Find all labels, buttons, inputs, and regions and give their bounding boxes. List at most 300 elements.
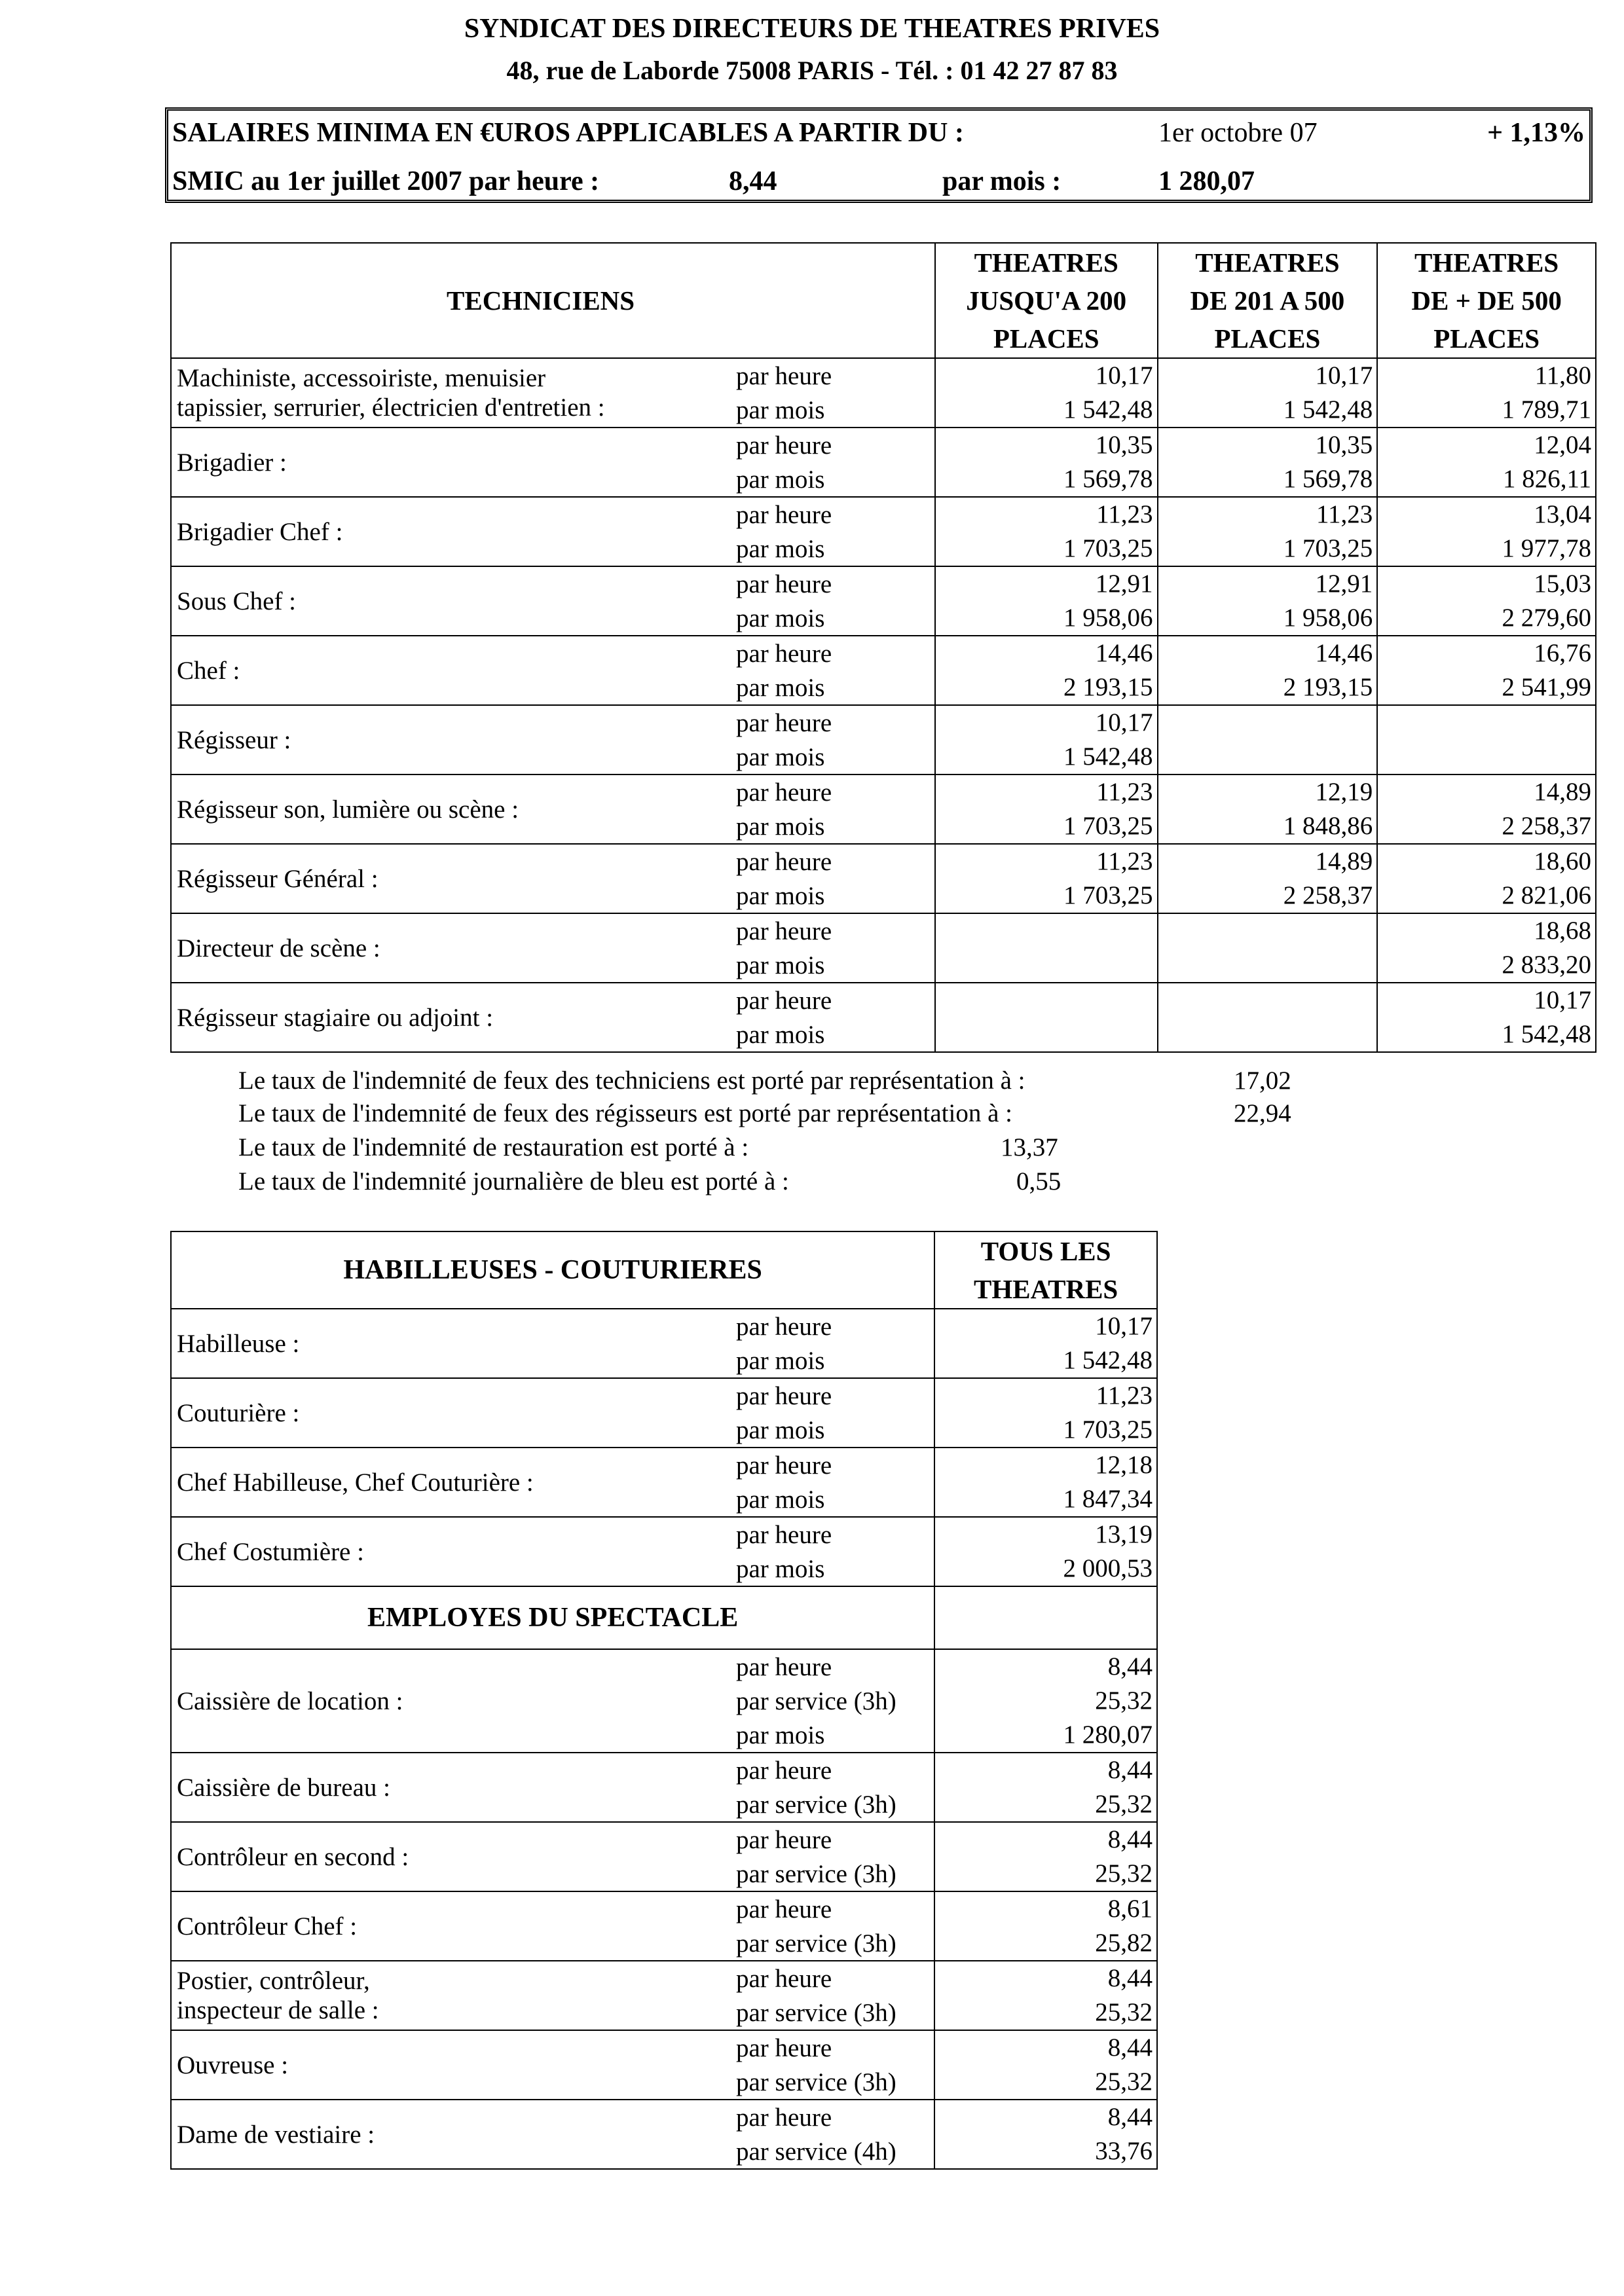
techniciens-row <box>171 358 1596 428</box>
salary-value: 8,61 <box>1107 1895 1153 1923</box>
pay-units <box>736 1823 896 1891</box>
salary-value: 2 258,37 <box>1502 812 1591 840</box>
habilleuses-row <box>171 1517 1157 1586</box>
salary-value: 18,68 <box>1534 917 1591 945</box>
salary-increase-percent: + 1,13% <box>1487 118 1585 148</box>
role-name-line: Habilleuse : <box>177 1329 300 1358</box>
salary-value: 18,60 <box>1534 847 1591 875</box>
role-name-line: Caissière de bureau : <box>177 1773 390 1802</box>
pay-unit-label: par mois <box>736 1415 825 1444</box>
pay-unit-label: par heure <box>736 917 832 945</box>
role-name-line: Caissière de location : <box>177 1686 403 1715</box>
pay-unit-label: par mois <box>736 881 825 910</box>
pay-units <box>736 567 832 635</box>
role-name <box>177 914 380 982</box>
value-tous-les-theatres <box>934 2100 1157 2169</box>
pay-unit-label: par service (3h) <box>736 1686 896 1715</box>
pay-unit-label: par heure <box>736 639 832 668</box>
salary-value: 2 193,15 <box>1283 673 1373 701</box>
role-name-line: Régisseur son, lumière ou scène : <box>177 795 519 824</box>
value-jusqua-200 <box>935 497 1158 566</box>
salary-value: 1 789,71 <box>1502 395 1591 424</box>
role-name-line: Dame de vestiaire : <box>177 2120 375 2149</box>
role-cell <box>171 844 935 913</box>
role-name-line: Chef : <box>177 656 240 685</box>
techniciens-row <box>171 774 1596 844</box>
col-header-line: PLACES <box>993 323 1099 354</box>
role-name-line: Chef Habilleuse, Chef Couturière : <box>177 1468 534 1497</box>
role-name-line: Brigadier : <box>177 448 287 477</box>
techniciens-title: TECHNICIENS <box>171 243 935 358</box>
role-name <box>177 636 240 704</box>
techniciens-row <box>171 566 1596 636</box>
note-bleu-value: 0,55 <box>1016 1167 1061 1195</box>
pay-unit-label: par heure <box>736 1451 832 1480</box>
role-cell <box>171 636 935 705</box>
employes-header-empty-cell <box>934 1586 1157 1649</box>
pay-units <box>736 1379 832 1447</box>
value-plus-500 <box>1377 636 1596 705</box>
habilleuses-employes-table <box>170 1231 1158 2170</box>
employes-row <box>171 2030 1157 2100</box>
pay-unit-label: par service (3h) <box>736 2068 896 2096</box>
col-header-line: TOUS LES <box>980 1236 1111 1266</box>
pay-unit-label: par service (3h) <box>736 1790 896 1819</box>
role-name <box>177 983 493 1051</box>
salary-value: 1 703,25 <box>1063 881 1153 909</box>
role-name-line: inspecteur de salle : <box>177 1996 379 2024</box>
value-201-500 <box>1158 705 1378 774</box>
role-name <box>177 1650 403 1752</box>
value-jusqua-200 <box>935 428 1158 497</box>
pay-units <box>736 1518 832 1586</box>
value-201-500 <box>1158 636 1378 705</box>
col-header-jusqua-200 <box>935 243 1158 358</box>
value-tous-les-theatres <box>934 1753 1157 1822</box>
salary-value <box>936 914 1153 948</box>
pay-units <box>736 498 832 566</box>
techniciens-row <box>171 428 1596 497</box>
value-plus-500 <box>1377 774 1596 844</box>
role-name <box>177 567 296 635</box>
employes-row <box>171 1649 1157 1753</box>
salary-value: 1 977,78 <box>1502 534 1591 562</box>
habilleuses-row <box>171 1448 1157 1517</box>
habilleuses-title: HABILLEUSES - COUTURIERES <box>171 1231 934 1309</box>
role-cell <box>171 1448 934 1517</box>
smic-hourly-value: 8,44 <box>729 166 777 196</box>
pay-unit-label: par heure <box>736 1825 832 1854</box>
techniciens-row <box>171 636 1596 705</box>
salary-value <box>1158 1017 1373 1051</box>
employes-row <box>171 1822 1157 1891</box>
note-restauration: Le taux de l'indemnité de restauration est porté à : <box>238 1133 749 1161</box>
role-name <box>177 498 342 566</box>
role-cell <box>171 705 935 774</box>
salary-value: 13,19 <box>1095 1520 1153 1548</box>
pay-unit-label: par heure <box>736 708 832 737</box>
pay-unit-label: par heure <box>736 1756 832 1785</box>
role-name-line: Brigadier Chef : <box>177 517 343 546</box>
value-plus-500 <box>1377 566 1596 636</box>
pay-unit-label: par mois <box>736 1020 825 1049</box>
pay-unit-label: par heure <box>736 500 832 529</box>
salary-value: 1 826,11 <box>1502 465 1591 493</box>
col-header-line: THEATRES <box>1195 247 1340 278</box>
value-jusqua-200 <box>935 705 1158 774</box>
role-cell <box>171 358 935 428</box>
pay-unit-label: par service (3h) <box>736 1998 896 2027</box>
salary-value: 1 703,25 <box>1063 534 1153 562</box>
note-feux-techniciens: Le taux de l'indemnité de feux des techniciens est porté par représentation à : <box>238 1066 1025 1095</box>
role-cell <box>171 1517 934 1586</box>
col-header-line: THEATRES <box>974 247 1118 278</box>
col-header-line: DE 201 A 500 <box>1190 285 1345 316</box>
note-restauration-value: 13,37 <box>1001 1133 1058 1161</box>
techniciens-header-row <box>171 243 1596 358</box>
role-name-line: Régisseur Général : <box>177 864 378 893</box>
salary-value: 2 258,37 <box>1283 881 1373 909</box>
value-201-500 <box>1158 983 1378 1052</box>
role-name <box>177 428 287 496</box>
pay-unit-label: par mois <box>736 1554 825 1583</box>
value-plus-500 <box>1377 497 1596 566</box>
salary-effective-label: SALAIRES MINIMA EN €UROS APPLICABLES A PARTIR DU : <box>172 118 964 148</box>
value-jusqua-200 <box>935 844 1158 913</box>
smic-monthly-value: 1 280,07 <box>1158 166 1255 196</box>
role-cell <box>171 983 935 1052</box>
value-tous-les-theatres <box>934 1649 1157 1753</box>
salary-value: 11,23 <box>1316 500 1373 528</box>
value-plus-500 <box>1377 983 1596 1052</box>
value-201-500 <box>1158 428 1378 497</box>
salary-value: 1 703,25 <box>1063 812 1153 840</box>
value-201-500 <box>1158 844 1378 913</box>
salary-value: 8,44 <box>1107 1756 1153 1784</box>
col-header-plus-500 <box>1377 243 1596 358</box>
salary-value: 13,04 <box>1534 500 1591 528</box>
value-jusqua-200 <box>935 774 1158 844</box>
employes-row <box>171 1961 1157 2030</box>
salary-value: 25,32 <box>1095 1998 1153 2026</box>
salary-value <box>1378 740 1591 774</box>
salary-value: 33,76 <box>1095 2137 1153 2165</box>
techniciens-table <box>170 242 1596 1053</box>
value-jusqua-200 <box>935 983 1158 1052</box>
techniciens-row <box>171 497 1596 566</box>
pay-unit-label: par heure <box>736 361 832 390</box>
salary-value: 2 193,15 <box>1063 673 1153 701</box>
role-cell <box>171 1961 934 2030</box>
pay-unit-label: par mois <box>736 742 825 771</box>
col-header-line: THEATRES <box>1414 247 1559 278</box>
pay-unit-label: par mois <box>736 951 825 979</box>
value-jusqua-200 <box>935 913 1158 983</box>
role-name-line: Postier, contrôleur, <box>177 1967 370 1995</box>
pay-unit-label: par heure <box>736 1964 832 1993</box>
salary-value: 10,17 <box>1095 708 1153 737</box>
salary-value: 1 280,07 <box>1063 1721 1153 1749</box>
salary-value <box>1158 948 1373 982</box>
value-tous-les-theatres <box>934 1822 1157 1891</box>
pay-units <box>736 1753 896 1821</box>
salary-value <box>1378 706 1591 740</box>
pay-units <box>736 983 832 1051</box>
pay-unit-label: par heure <box>736 1520 832 1549</box>
col-header-line: PLACES <box>1214 323 1321 354</box>
pay-unit-label: par mois <box>736 673 825 702</box>
role-name <box>177 845 378 913</box>
pay-unit-label: par mois <box>736 1346 825 1375</box>
salary-value: 8,44 <box>1107 2033 1153 2062</box>
techniciens-row <box>171 844 1596 913</box>
salary-value: 12,91 <box>1315 570 1373 598</box>
pay-unit-label: par mois <box>736 395 825 424</box>
pay-unit-label: par heure <box>736 778 832 807</box>
salary-value: 14,46 <box>1095 639 1153 667</box>
salary-value: 25,32 <box>1095 1790 1153 1818</box>
pay-units <box>736 1448 832 1516</box>
pay-unit-label: par heure <box>736 986 832 1015</box>
salary-value <box>1158 914 1373 948</box>
salary-value: 1 848,86 <box>1283 812 1373 840</box>
salary-value <box>936 948 1153 982</box>
pay-units <box>736 775 832 843</box>
pay-unit-label: par heure <box>736 1895 832 1923</box>
role-name <box>177 1309 299 1377</box>
role-name-line: Sous Chef : <box>177 587 297 615</box>
value-jusqua-200 <box>935 358 1158 428</box>
pay-unit-label: par mois <box>736 604 825 632</box>
salary-value <box>936 983 1153 1017</box>
salary-value: 10,17 <box>1534 986 1591 1014</box>
role-cell <box>171 1309 934 1378</box>
value-plus-500 <box>1377 705 1596 774</box>
habilleuses-row <box>171 1309 1157 1378</box>
salary-value: 1 542,48 <box>1063 395 1153 424</box>
pay-unit-label: par mois <box>736 812 825 841</box>
salary-value: 25,32 <box>1095 1859 1153 1887</box>
pay-units <box>736 2100 896 2168</box>
value-plus-500 <box>1377 358 1596 428</box>
value-201-500 <box>1158 497 1378 566</box>
value-201-500 <box>1158 358 1378 428</box>
col-header-line: JUSQU'A 200 <box>966 285 1127 316</box>
pay-unit-label: par mois <box>736 465 825 494</box>
note-bleu: Le taux de l'indemnité journalière de bleu est porté à : <box>238 1167 789 1195</box>
role-cell <box>171 1753 934 1822</box>
pay-unit-label: par service (4h) <box>736 2137 896 2166</box>
value-plus-500 <box>1377 428 1596 497</box>
organization-address: 48, rue de Laborde 75008 PARIS - Tél. : 01 42 27 87 83 <box>506 56 1118 85</box>
pay-units <box>736 914 832 982</box>
salary-value: 11,23 <box>1096 1381 1153 1410</box>
role-cell <box>171 2030 934 2100</box>
role-cell <box>171 428 935 497</box>
role-cell <box>171 1891 934 1961</box>
role-name-line: Directeur de scène : <box>177 934 380 962</box>
note-feux-regisseurs-value: 22,94 <box>1234 1099 1291 1127</box>
pay-unit-label: par heure <box>736 1312 832 1341</box>
role-cell <box>171 566 935 636</box>
salary-value: 15,03 <box>1534 570 1591 598</box>
salary-value: 8,44 <box>1107 1825 1153 1853</box>
salary-value <box>1158 706 1373 740</box>
pay-units <box>736 2031 896 2099</box>
role-name-line: Machiniste, accessoiriste, menuisier <box>177 364 546 392</box>
salary-value: 11,80 <box>1534 361 1591 390</box>
note-feux-regisseurs: Le taux de l'indemnité de feux des régisseurs est porté par représentation à : <box>238 1099 1013 1127</box>
pay-unit-label: par heure <box>736 431 832 460</box>
salary-value: 11,23 <box>1096 778 1153 806</box>
salary-value <box>1158 740 1373 774</box>
salary-value: 1 569,78 <box>1283 465 1373 493</box>
role-name-line: Contrôleur Chef : <box>177 1912 358 1941</box>
value-tous-les-theatres <box>934 1378 1157 1448</box>
pay-unit-label: par heure <box>736 2103 832 2132</box>
salary-value: 10,17 <box>1315 361 1373 390</box>
techniciens-row <box>171 913 1596 983</box>
salary-value: 12,18 <box>1095 1451 1153 1479</box>
salary-value: 2 821,06 <box>1502 881 1591 909</box>
organization-name: SYNDICAT DES DIRECTEURS DE THEATRES PRIVES <box>464 14 1160 44</box>
salary-value: 12,91 <box>1095 570 1153 598</box>
salary-value: 25,32 <box>1095 1686 1153 1715</box>
role-cell <box>171 1649 934 1753</box>
salary-value: 1 847,34 <box>1063 1485 1153 1513</box>
pay-units <box>736 1650 896 1752</box>
salary-value: 1 542,48 <box>1063 1346 1153 1374</box>
role-name <box>177 2031 288 2099</box>
pay-units <box>736 1961 896 2030</box>
pay-units <box>736 706 832 774</box>
salary-value: 10,35 <box>1315 431 1373 459</box>
pay-units <box>736 428 832 496</box>
salary-value: 2 541,99 <box>1502 673 1591 701</box>
employes-row <box>171 1891 1157 1961</box>
salary-value: 14,46 <box>1315 639 1373 667</box>
habilleuses-header-row <box>171 1231 1157 1309</box>
smic-hourly-label: SMIC au 1er juillet 2007 par heure : <box>172 166 600 196</box>
role-name-line: Ouvreuse : <box>177 2050 289 2079</box>
salary-value: 12,19 <box>1315 778 1373 806</box>
role-name <box>177 1961 379 2030</box>
role-name <box>177 1753 390 1821</box>
role-name-line: Régisseur stagiaire ou adjoint : <box>177 1003 494 1032</box>
salary-value: 1 958,06 <box>1063 604 1153 632</box>
salary-value: 2 833,20 <box>1502 951 1591 979</box>
techniciens-row <box>171 983 1596 1052</box>
role-cell <box>171 913 935 983</box>
salary-value: 10,17 <box>1095 1312 1153 1340</box>
role-cell <box>171 1822 934 1891</box>
pay-units <box>736 636 832 704</box>
role-name-line: Chef Costumière : <box>177 1537 364 1566</box>
value-201-500 <box>1158 566 1378 636</box>
salary-value: 8,44 <box>1107 2103 1153 2131</box>
role-cell <box>171 1378 934 1448</box>
habilleuses-row <box>171 1378 1157 1448</box>
col-header-line: PLACES <box>1433 323 1540 354</box>
value-jusqua-200 <box>935 636 1158 705</box>
employes-title: EMPLOYES DU SPECTACLE <box>171 1586 934 1649</box>
role-name-line: tapissier, serrurier, électricien d'entretien : <box>177 393 605 422</box>
salary-value: 1 703,25 <box>1063 1415 1153 1444</box>
role-name <box>177 1379 299 1447</box>
value-plus-500 <box>1377 913 1596 983</box>
salary-value: 11,23 <box>1096 847 1153 875</box>
pay-unit-label: par heure <box>736 1652 832 1681</box>
pay-unit-label: par mois <box>736 1721 825 1749</box>
salary-value: 2 279,60 <box>1502 604 1591 632</box>
role-name <box>177 1518 364 1586</box>
col-header-201-500 <box>1158 243 1378 358</box>
pay-units <box>736 845 832 913</box>
pay-unit-label: par heure <box>736 1381 832 1410</box>
pay-units <box>736 1892 896 1960</box>
col-header-tous-les-theatres <box>934 1231 1157 1309</box>
pay-units <box>736 1309 832 1377</box>
salary-value: 1 542,48 <box>1283 395 1373 424</box>
col-header-line: THEATRES <box>973 1274 1118 1304</box>
salary-value: 12,04 <box>1534 431 1591 459</box>
role-cell <box>171 497 935 566</box>
salary-value: 1 958,06 <box>1283 604 1373 632</box>
salary-value: 14,89 <box>1534 778 1591 806</box>
smic-monthly-label: par mois : <box>942 166 1061 196</box>
salary-value: 25,32 <box>1095 2068 1153 2096</box>
salary-value: 1 542,48 <box>1502 1020 1591 1048</box>
salary-value: 1 703,25 <box>1283 534 1373 562</box>
salary-value: 2 000,53 <box>1063 1554 1153 1582</box>
pay-unit-label: par heure <box>736 2033 832 2062</box>
role-cell <box>171 774 935 844</box>
salary-value: 8,44 <box>1107 1652 1153 1681</box>
employes-row <box>171 2100 1157 2169</box>
role-name-line: Régisseur : <box>177 725 291 754</box>
role-name-line: Couturière : <box>177 1398 300 1427</box>
salary-value <box>936 1017 1153 1051</box>
role-cell <box>171 2100 934 2169</box>
value-tous-les-theatres <box>934 1309 1157 1378</box>
pay-unit-label: par mois <box>736 534 825 563</box>
role-name <box>177 1448 534 1516</box>
role-name <box>177 359 605 427</box>
salary-value: 1 569,78 <box>1063 465 1153 493</box>
value-tous-les-theatres <box>934 2030 1157 2100</box>
techniciens-row <box>171 705 1596 774</box>
role-name <box>177 1892 357 1960</box>
salary-value: 25,82 <box>1095 1929 1153 1957</box>
col-header-line: DE + DE 500 <box>1411 285 1562 316</box>
salary-value: 1 542,48 <box>1063 742 1153 771</box>
pay-unit-label: par service (3h) <box>736 1859 896 1888</box>
salary-effective-date: 1er octobre 07 <box>1158 118 1318 148</box>
employes-row <box>171 1753 1157 1822</box>
value-201-500 <box>1158 774 1378 844</box>
value-tous-les-theatres <box>934 1891 1157 1961</box>
pay-units <box>736 359 832 427</box>
pay-unit-label: par mois <box>736 1485 825 1514</box>
salary-value: 11,23 <box>1096 500 1153 528</box>
value-jusqua-200 <box>935 566 1158 636</box>
role-name <box>177 706 291 774</box>
salary-summary-box <box>165 107 1593 203</box>
pay-unit-label: par service (3h) <box>736 1929 896 1958</box>
salary-value: 14,89 <box>1315 847 1373 875</box>
value-tous-les-theatres <box>934 1448 1157 1517</box>
role-name <box>177 2100 375 2168</box>
